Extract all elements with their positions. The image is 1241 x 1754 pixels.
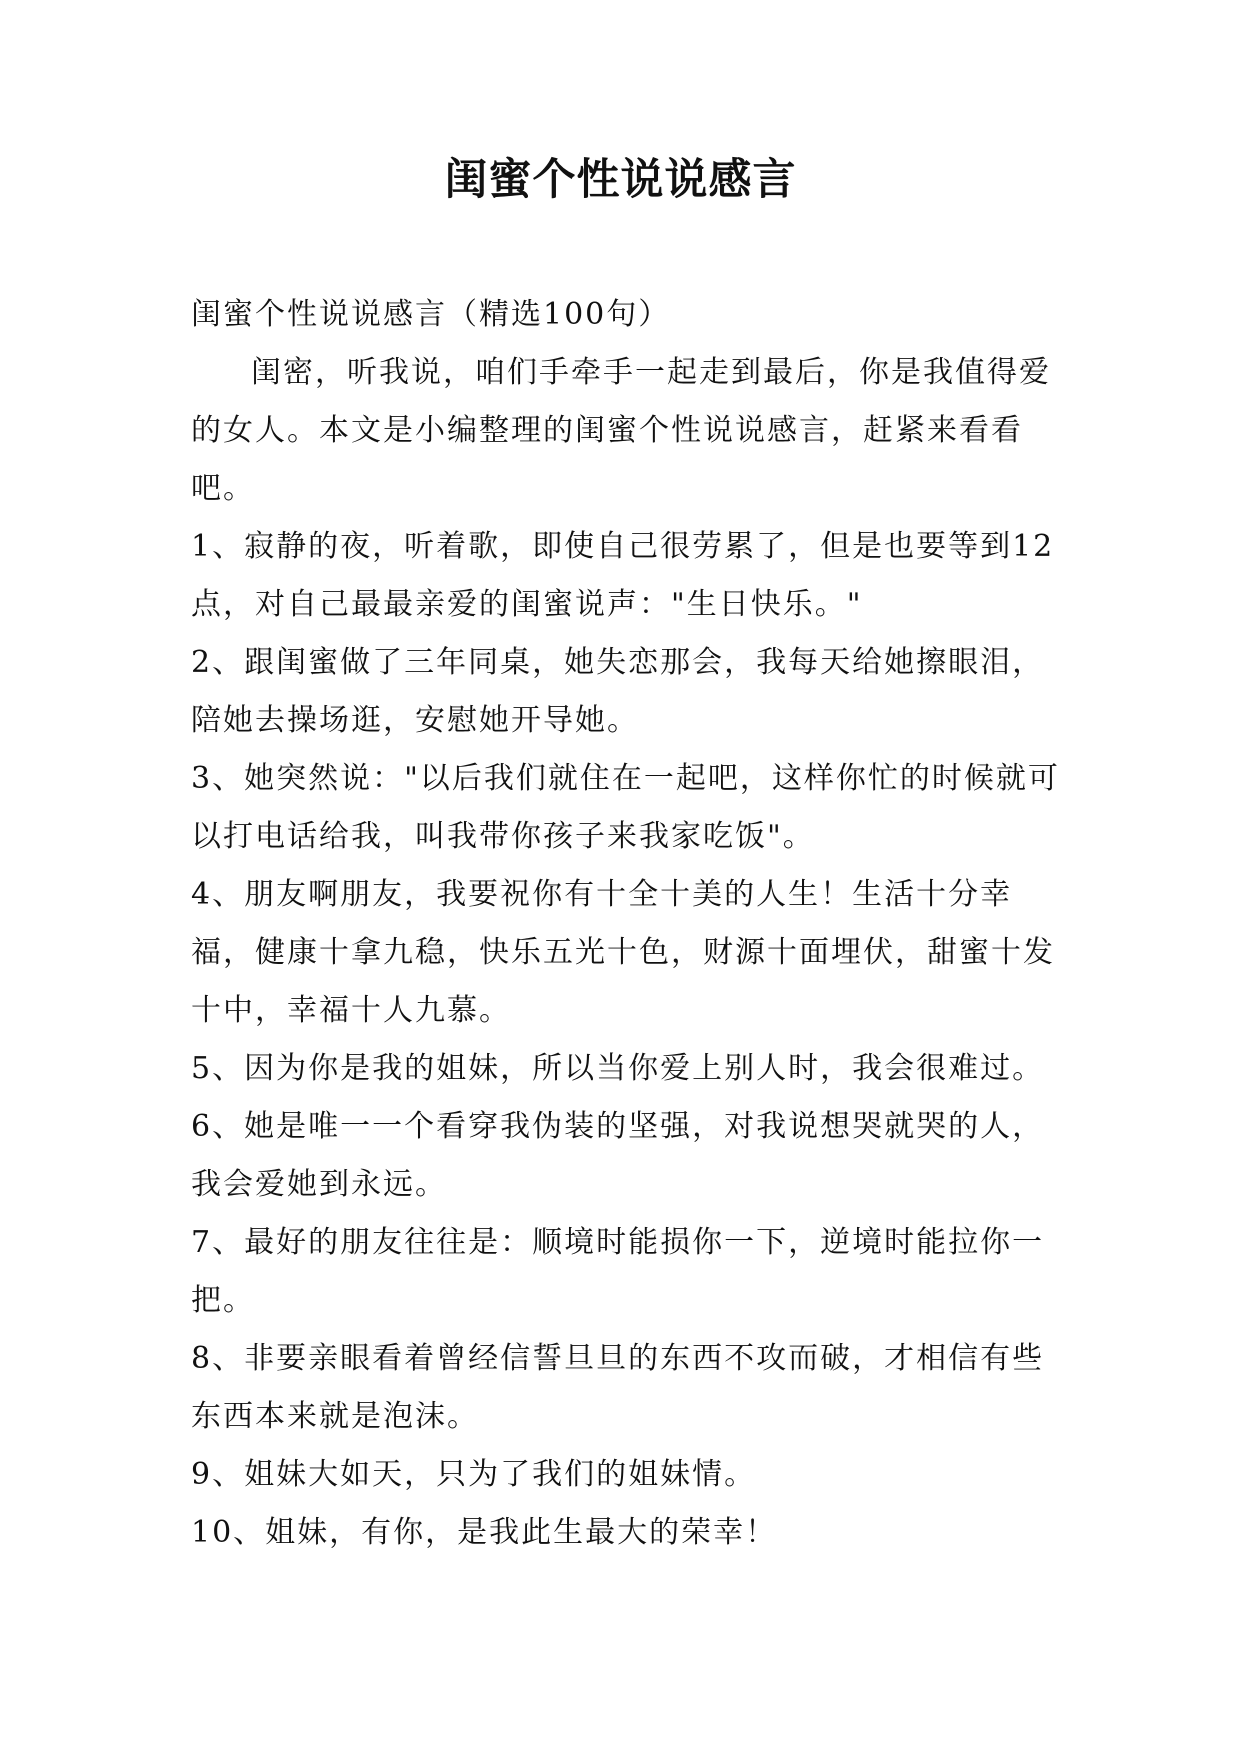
list-item: 2、跟闺蜜做了三年同桌，她失恋那会，我每天给她擦眼泪，陪她去操场逛，安慰她开导她。	[191, 645, 1045, 738]
list-item: 9、姐妹大如天，只为了我们的姐妹情。	[191, 1457, 757, 1492]
document-title: 闺蜜个性说说感言	[444, 155, 797, 205]
list-item: 4、朋友啊朋友，我要祝你有十全十美的人生！生活十分幸福，健康十拿九稳，快乐五光十色，财源十面埋伏，甜蜜十发十中，幸福十人九慕。	[191, 877, 1055, 1028]
document-subtitle: 闺蜜个性说说感言（精选100句）	[191, 297, 671, 332]
list-item: 5、因为你是我的姐妹，所以当你爱上别人时，我会很难过。	[191, 1051, 1045, 1086]
list-item: 3、她突然说："以后我们就住在一起吧，这样你忙的时候就可以打电话给我，叫我带你孩子来我家吃饭"。	[191, 761, 1060, 854]
list-item: 6、她是唯一一个看穿我伪装的坚强，对我说想哭就哭的人，我会爱她到永远。	[191, 1109, 1045, 1202]
document-body	[191, 286, 1069, 1562]
list-item: 8、非要亲眼看着曾经信誓旦旦的东西不攻而破，才相信有些东西本来就是泡沫。	[191, 1341, 1045, 1434]
intro-paragraph: 闺密，听我说，咱们手牵手一起走到最后，你是我值得爱的女人。本文是小编整理的闺蜜个性说说感言，赶紧来看看吧。	[191, 355, 1051, 506]
list-item: 7、最好的朋友往往是：顺境时能损你一下，逆境时能拉你一把。	[191, 1225, 1045, 1318]
list-item: 10、姐妹，有你，是我此生最大的荣幸！	[191, 1515, 778, 1550]
list-item: 1、寂静的夜，听着歌，即使自己很劳累了，但是也要等到12点，对自己最最亲爱的闺蜜说声："生日快乐。"	[191, 529, 1055, 622]
